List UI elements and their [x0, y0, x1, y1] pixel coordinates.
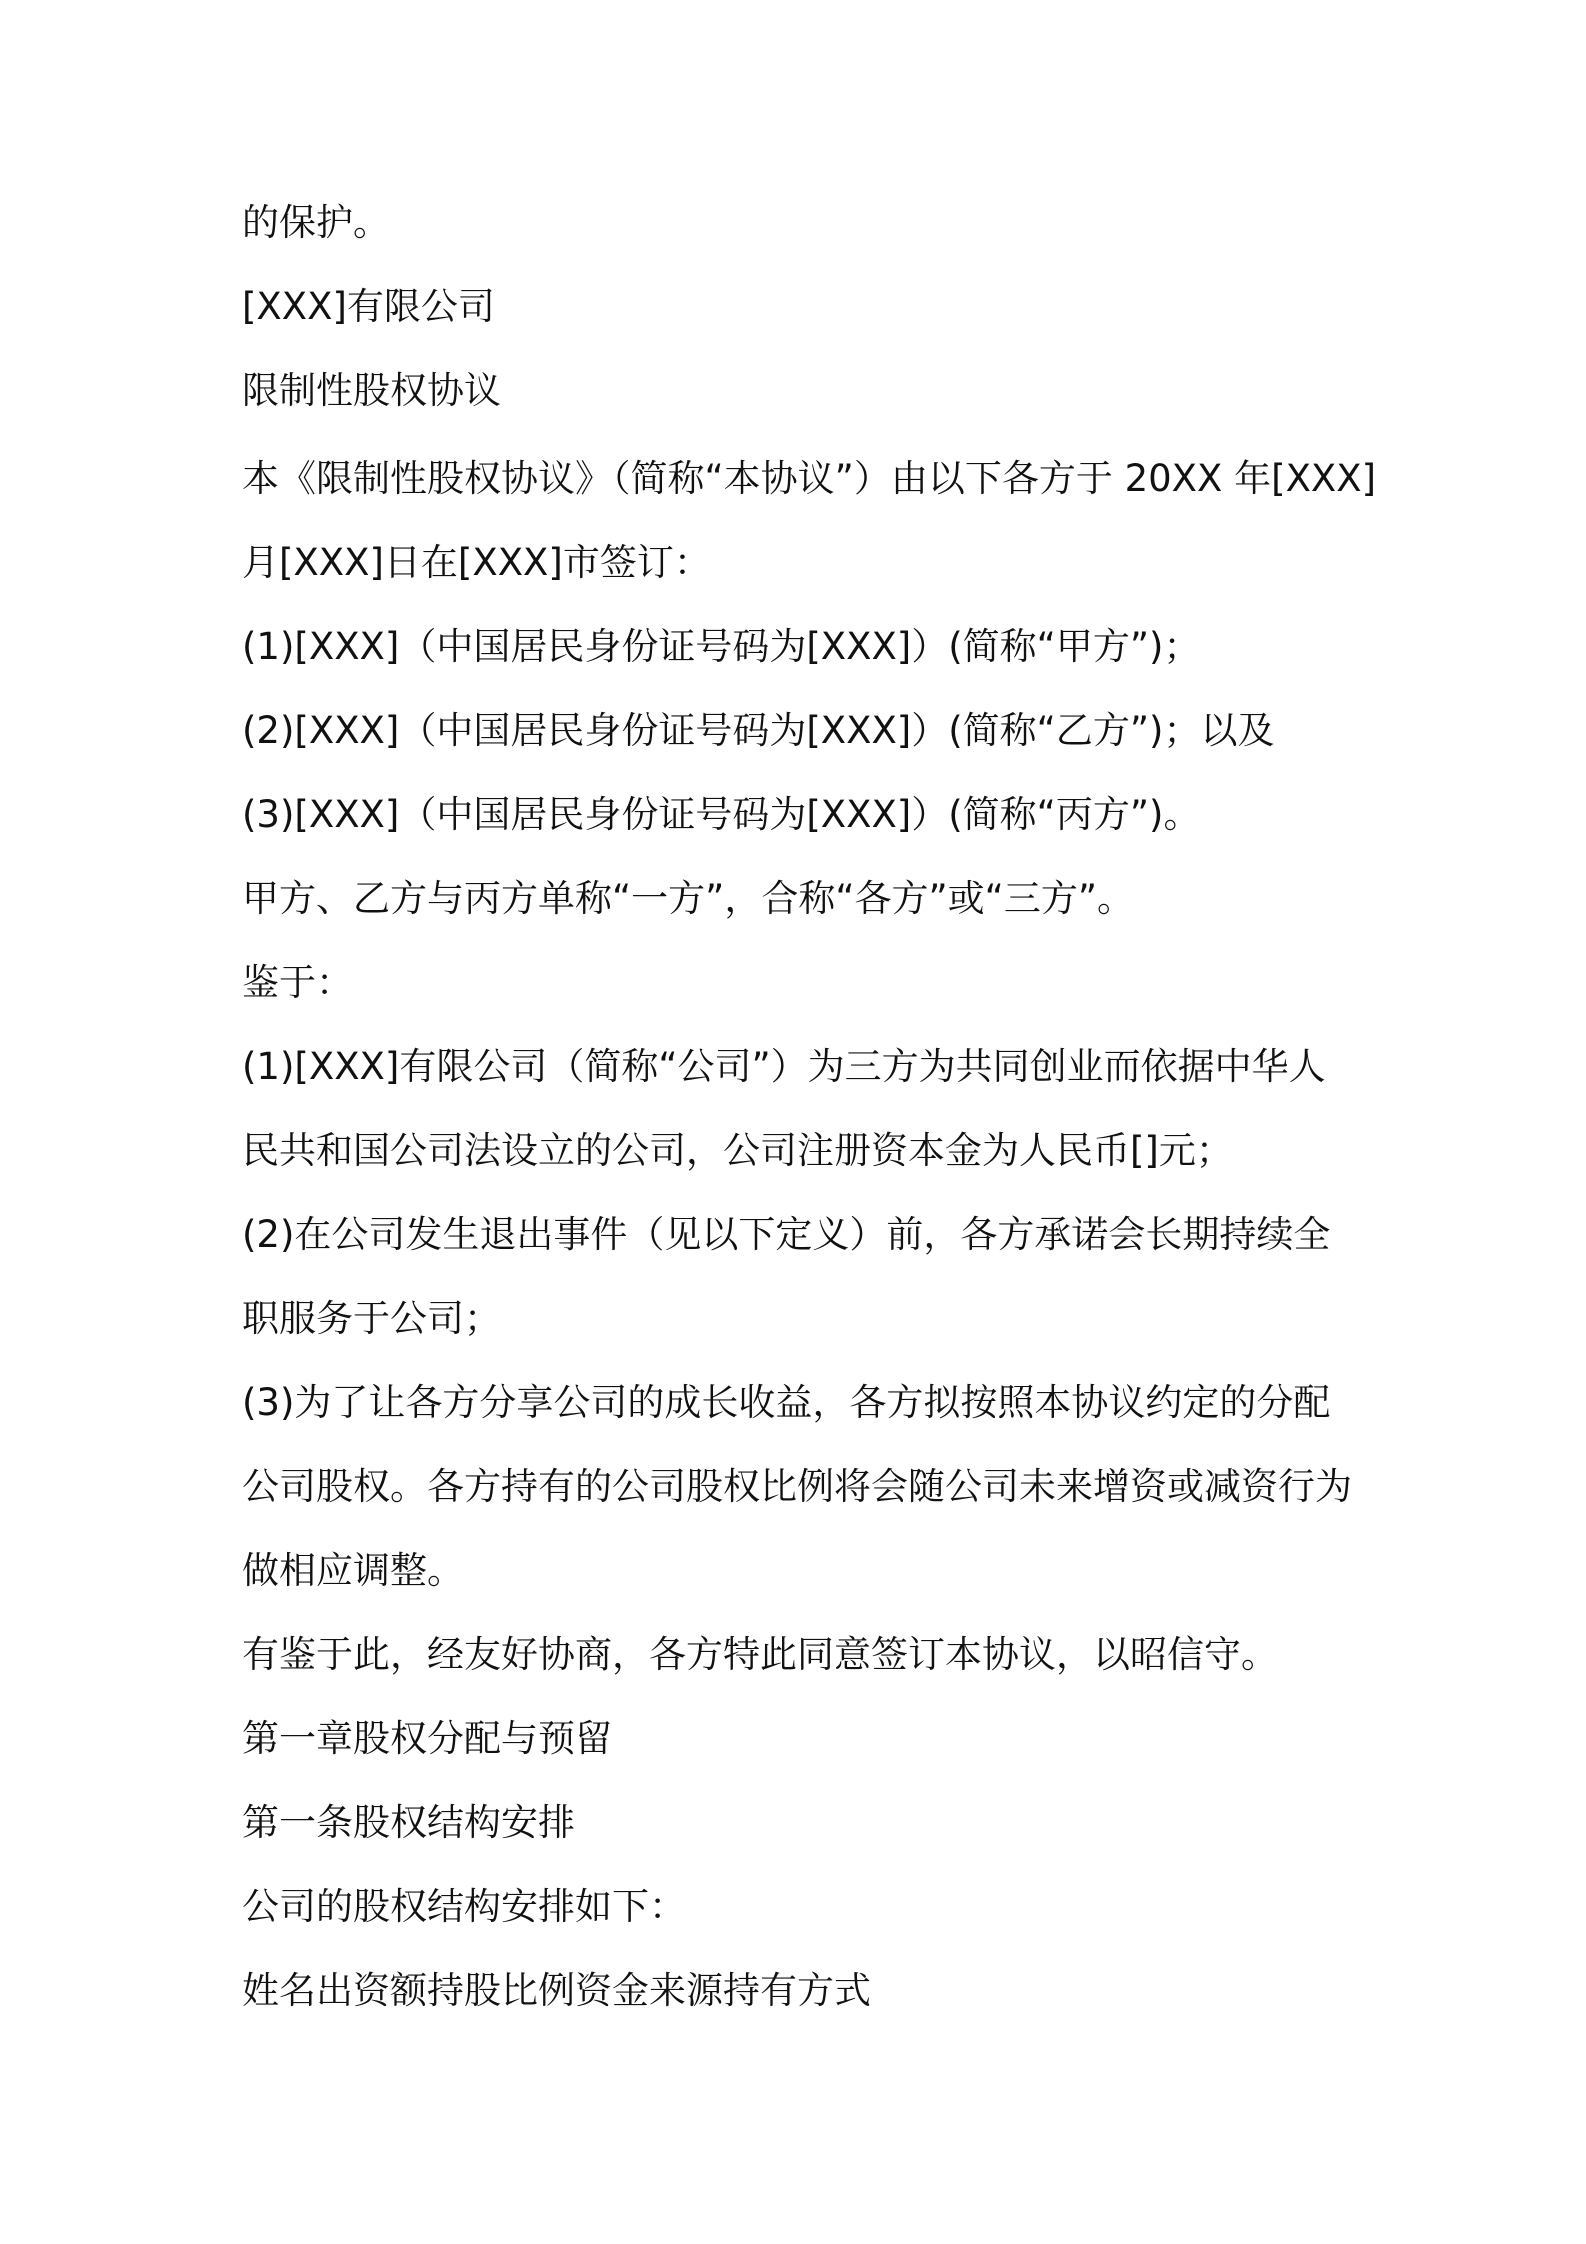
text-line: 本《限制性股权协议》（简称“本协议”）由以下各方于 20XX 年[XXX] [242, 457, 1377, 500]
text-line: 的保护。 [242, 201, 390, 244]
text-line: 有鉴于此，经友好协商，各方特此同意签订本协议，以昭信守。 [242, 1633, 1278, 1676]
text-line: (2)在公司发生退出事件（见以下定义）前，各方承诺会长期持续全 [242, 1213, 1331, 1256]
article-heading: 第一条股权结构安排 [242, 1801, 575, 1844]
text-line: (1)[XXX]有限公司（简称“公司”）为三方为共同创业而依据中华人 [242, 1045, 1326, 1088]
text-line: 公司的股权结构安排如下： [242, 1885, 686, 1928]
text-line: 职服务于公司； [242, 1297, 501, 1340]
text-line: (3)[XXX]（中国居民身份证号码为[XXX]）(简称“丙方”)。 [242, 793, 1201, 836]
text-line: 做相应调整。 [242, 1549, 464, 1592]
text-line: (3)为了让各方分享公司的成长收益，各方拟按照本协议约定的分配 [242, 1381, 1331, 1424]
text-line: 公司股权。各方持有的公司股权比例将会随公司未来增资或减资行为 [242, 1465, 1352, 1508]
text-line: 鉴于： [242, 961, 353, 1004]
text-line: (2)[XXX]（中国居民身份证号码为[XXX]）(简称“乙方”)；以及 [242, 709, 1275, 752]
text-line: 甲方、乙方与丙方单称“一方”，合称“各方”或“三方”。 [242, 877, 1135, 920]
text-line: 民共和国公司法设立的公司，公司注册资本金为人民币[]元； [242, 1129, 1233, 1172]
text-line: 月[XXX]日在[XXX]市签订： [242, 541, 711, 584]
chapter-heading: 第一章股权分配与预留 [242, 1717, 612, 1760]
text-line: 限制性股权协议 [242, 369, 501, 412]
table-header-line: 姓名出资额持股比例资金来源持有方式 [242, 1969, 871, 2012]
text-line: (1)[XXX]（中国居民身份证号码为[XXX]）(简称“甲方”)； [242, 625, 1201, 668]
text-line: [XXX]有限公司 [242, 285, 495, 328]
